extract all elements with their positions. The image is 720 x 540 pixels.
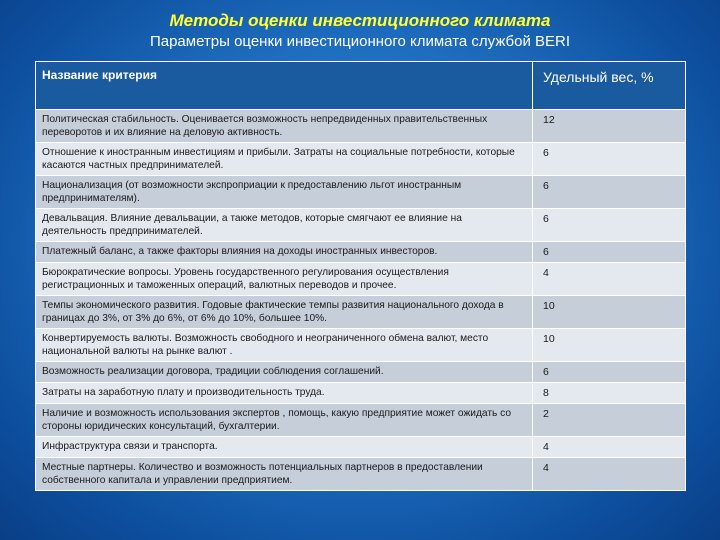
table-row xyxy=(36,110,686,143)
weight-cell: 6 xyxy=(533,242,686,263)
criterion-cell: Наличие и возможность использования экспертов , помощь, какую предприятие может ожидать со стороны юридических консультаций, бухгалтерии. xyxy=(36,404,533,437)
criterion-cell: Местные партнеры. Количество и возможность потенциальных партнеров в предоставлении собственного капитала и управлении предприятием. xyxy=(36,458,533,491)
weight-cell: 12 xyxy=(533,110,686,143)
table-header-row xyxy=(36,62,686,110)
table-row xyxy=(36,383,686,404)
table-row xyxy=(36,458,686,491)
criterion-cell: Бюрократические вопросы. Уровень государственного регулирования осуществления регистрационных и таможенных операций, валютных переводов и прочее. xyxy=(36,263,533,296)
table-row xyxy=(36,437,686,458)
weight-cell: 4 xyxy=(533,458,686,491)
table-row xyxy=(36,362,686,383)
table-row xyxy=(36,296,686,329)
page-subtitle: Параметры оценки инвестиционного климата службой BERI xyxy=(149,33,571,50)
weight-cell: 6 xyxy=(533,362,686,383)
table-row xyxy=(36,242,686,263)
criterion-cell: Девальвация. Влияние девальвации, а также методов, которые смягчают ее влияние на деятельность предпринимателей. xyxy=(36,209,533,242)
criterion-cell: Инфраструктура связи и транспорта. xyxy=(36,437,533,458)
weight-cell: 6 xyxy=(533,176,686,209)
header-criterion: Название критерия xyxy=(36,62,533,110)
criterion-cell: Отношение к иностранным инвестициям и прибыли. Затраты на социальные потребности, которые касаются частных предпринимателей. xyxy=(36,143,533,176)
table-row xyxy=(36,329,686,362)
header-weight: Удельный вес, % xyxy=(533,62,686,110)
criterion-cell: Политическая стабильность. Оценивается возможность непредвиденных правительственных переворотов и их влияние на деловую активность. xyxy=(36,110,533,143)
table-row xyxy=(36,176,686,209)
weight-cell: 2 xyxy=(533,404,686,437)
page-title: Методы оценки инвестиционного климата xyxy=(169,11,551,30)
criterion-cell: Конвертируемость валюты. Возможность свободного и неограниченного обмена валют, место национальной валюты на рынке валют . xyxy=(36,329,533,362)
criterion-cell: Национализация (от возможности экспроприации к предоставлению льгот иностранным предпринимателям). xyxy=(36,176,533,209)
beri-criteria-table xyxy=(35,61,686,491)
criterion-cell: Затраты на заработную плату и производительность труда. xyxy=(36,383,533,404)
criterion-cell: Платежный баланс, а также факторы влияния на доходы иностранных инвесторов. xyxy=(36,242,533,263)
weight-cell: 4 xyxy=(533,437,686,458)
table-row xyxy=(36,404,686,437)
weight-cell: 4 xyxy=(533,263,686,296)
weight-cell: 6 xyxy=(533,209,686,242)
weight-cell: 8 xyxy=(533,383,686,404)
table-row xyxy=(36,143,686,176)
criterion-cell: Возможность реализации договора, традиции соблюдения соглашений. xyxy=(36,362,533,383)
table-row xyxy=(36,263,686,296)
criterion-cell: Темпы экономического развития. Годовые фактические темпы развития национального дохода в границах до 3%, от 3% до 6%, от 6% до 10%, большее 10%. xyxy=(36,296,533,329)
table-row xyxy=(36,209,686,242)
weight-cell: 10 xyxy=(533,329,686,362)
weight-cell: 10 xyxy=(533,296,686,329)
weight-cell: 6 xyxy=(533,143,686,176)
